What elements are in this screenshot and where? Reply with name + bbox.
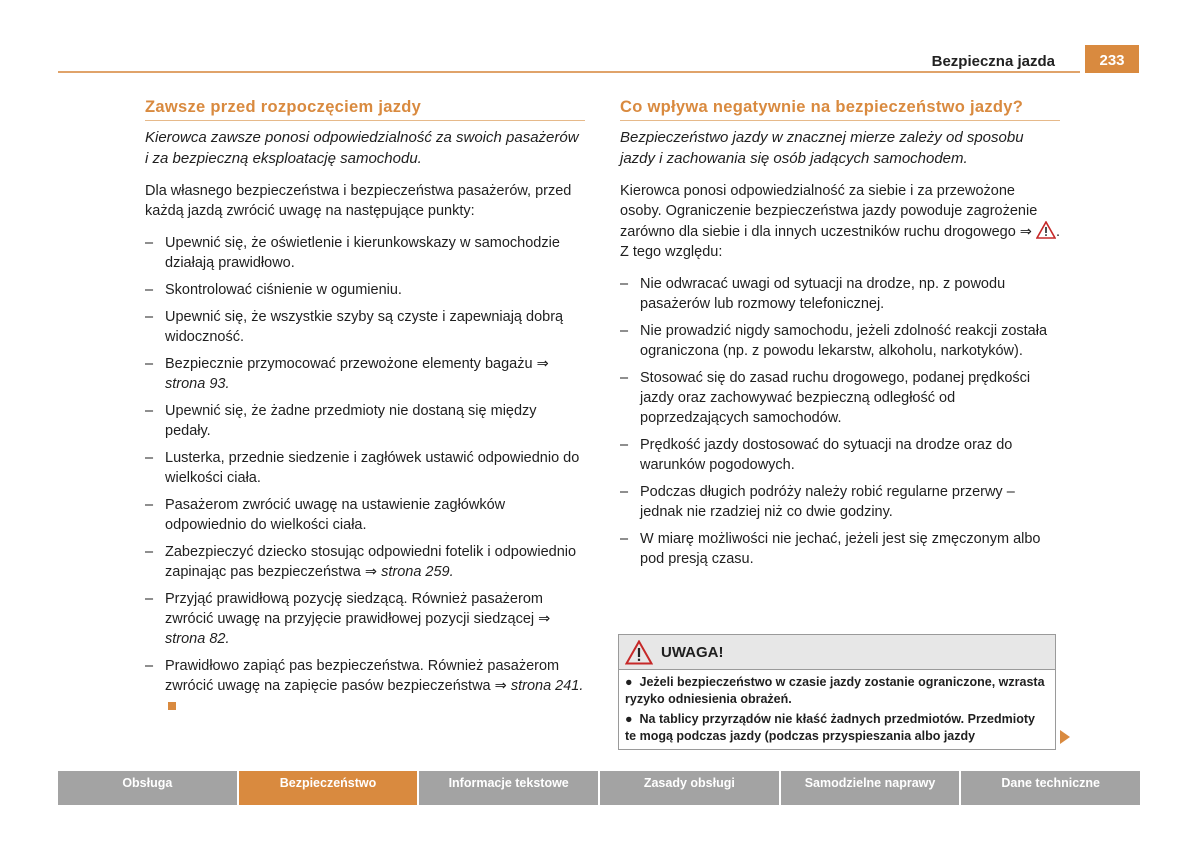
warning-paragraph: ● Na tablicy przyrządów nie kłaść żadnych przedmiotów. Przedmioty te mogą podczas jazdy (podczas przyspieszania albo jazdy xyxy=(625,712,1035,743)
right-heading: Co wpływa negatywnie na bezpieczeństwo jazdy? xyxy=(620,98,1060,121)
left-checklist xyxy=(145,233,585,716)
bullet-icon: ● xyxy=(625,712,633,726)
left-intro: Dla własnego bezpieczeństwa i bezpieczeństwa pasażerów, przed każdą jazdą zwrócić uwagę na następujące punkty: xyxy=(145,183,572,219)
list-item: – Nie prowadzić nigdy samochodu, jeżeli zdolność reakcji została ograniczona (np. z powodu lekarstw, alkoholu, narkotyków). xyxy=(620,321,1060,361)
list-item: – Upewnić się, że oświetlenie i kierunkowskazy w samochodzie działają prawidłowo. xyxy=(145,233,585,273)
list-item: – W miarę możliwości nie jechać, jeżeli jest się zmęczonym albo pod presją czasu. xyxy=(620,529,1060,569)
warning-body xyxy=(619,670,1055,745)
list-item: – Upewnić się, że żadne przedmioty nie dostaną się między pedały. xyxy=(145,401,585,441)
list-item: – Nie odwracać uwagi od sytuacji na drodze, np. z powodu pasażerów lub rozmowy telefonicznej. xyxy=(620,274,1060,314)
right-intro: Kierowca ponosi odpowiedzialność za siebie i za przewożone osoby. Ograniczenie bezpieczeństwa jazdy powoduje zagrożenie zarówno dla siebie i dla innych uczestników ruchu drogowego ⇒ . Z tego względu: xyxy=(620,183,1060,260)
bullet-icon: ● xyxy=(625,675,633,689)
header-rule xyxy=(58,71,1080,73)
end-of-section-icon xyxy=(168,702,176,710)
page-number: 233 xyxy=(1085,45,1139,73)
continue-arrow-icon[interactable] xyxy=(1060,730,1070,744)
tab-obsluga[interactable]: Obsługa xyxy=(58,771,237,805)
tab-zasady-obslugi[interactable]: Zasady obsługi xyxy=(600,771,779,805)
tab-samodzielne-naprawy[interactable]: Samodzielne naprawy xyxy=(781,771,960,805)
right-column xyxy=(620,98,1060,576)
list-item: – Przyjąć prawidłową pozycję siedzącą. Również pasażerom zwrócić uwagę na przyjęcie prawidłowej pozycji siedzącej ⇒ strona 82. xyxy=(145,589,585,649)
warning-triangle-icon[interactable] xyxy=(1036,221,1056,239)
warning-box xyxy=(618,634,1056,750)
left-column xyxy=(145,98,585,723)
list-item: – Prawidłowo zapiąć pas bezpieczeństwa. Również pasażerom zwrócić uwagę na zapięcie pasów bezpieczeństwa ⇒ strona 241. xyxy=(145,656,585,716)
left-heading: Zawsze przed rozpoczęciem jazdy xyxy=(145,98,585,121)
list-item: – Podczas długich podróży należy robić regularne przerwy – jednak nie rzadziej niż co dwie godziny. xyxy=(620,482,1060,522)
list-item: – Lusterka, przednie siedzenie i zagłówek ustawić odpowiednio do wielkości ciała. xyxy=(145,448,585,488)
page-reference-link[interactable]: ⇒ strona 241. xyxy=(494,678,584,694)
list-item: – Prędkość jazdy dostosować do sytuacji na drodze oraz do warunków pogodowych. xyxy=(620,435,1060,475)
warning-paragraph: ● Jeżeli bezpieczeństwo w czasie jazdy zostanie ograniczone, wzrasta ryzyko odniesienia obrażeń. xyxy=(625,675,1045,706)
right-checklist xyxy=(620,274,1060,569)
left-lead: Kierowca zawsze ponosi odpowiedzialność za swoich pasażerów i za bezpieczną eksploatację samochodu. xyxy=(145,129,579,167)
list-item: – Bezpiecznie przymocować przewożone elementy bagażu ⇒ strona 93. xyxy=(145,354,585,394)
page-reference-link[interactable]: ⇒ strona 259. xyxy=(364,564,454,580)
warning-title: UWAGA! xyxy=(661,643,724,661)
right-lead: Bezpieczeństwo jazdy w znacznej mierze zależy od sposobu jazdy i zachowania się osób jadących samochodem. xyxy=(620,129,1024,167)
tab-dane-techniczne[interactable]: Dane techniczne xyxy=(961,771,1140,805)
footer-nav xyxy=(58,771,1140,805)
section-title: Bezpieczna jazda xyxy=(931,53,1055,70)
page-reference-link[interactable]: ⇒ strona 82. xyxy=(165,611,551,647)
list-item: – Zabezpieczyć dziecko stosując odpowiedni fotelik i odpowiednio zapinając pas bezpieczeństwa ⇒ strona 259. xyxy=(145,542,585,582)
list-item: – Skontrolować ciśnienie w ogumieniu. xyxy=(145,280,585,300)
list-item: – Pasażerom zwrócić uwagę na ustawienie zagłówków odpowiednio do wielkości ciała. xyxy=(145,495,585,535)
warning-triangle-icon xyxy=(625,640,653,665)
list-item: – Upewnić się, że wszystkie szyby są czyste i zapewniają dobrą widoczność. xyxy=(145,307,585,347)
page-reference-link[interactable]: ⇒ strona 93. xyxy=(165,356,549,392)
tab-informacje-tekstowe[interactable]: Informacje tekstowe xyxy=(419,771,598,805)
list-item: – Stosować się do zasad ruchu drogowego, podanej prędkości jazdy oraz zachowywać bezpieczną odległość od poprzedzających samochodów. xyxy=(620,368,1060,428)
tab-bezpieczenstwo[interactable]: Bezpieczeństwo xyxy=(239,771,418,805)
warning-header xyxy=(619,635,1055,670)
